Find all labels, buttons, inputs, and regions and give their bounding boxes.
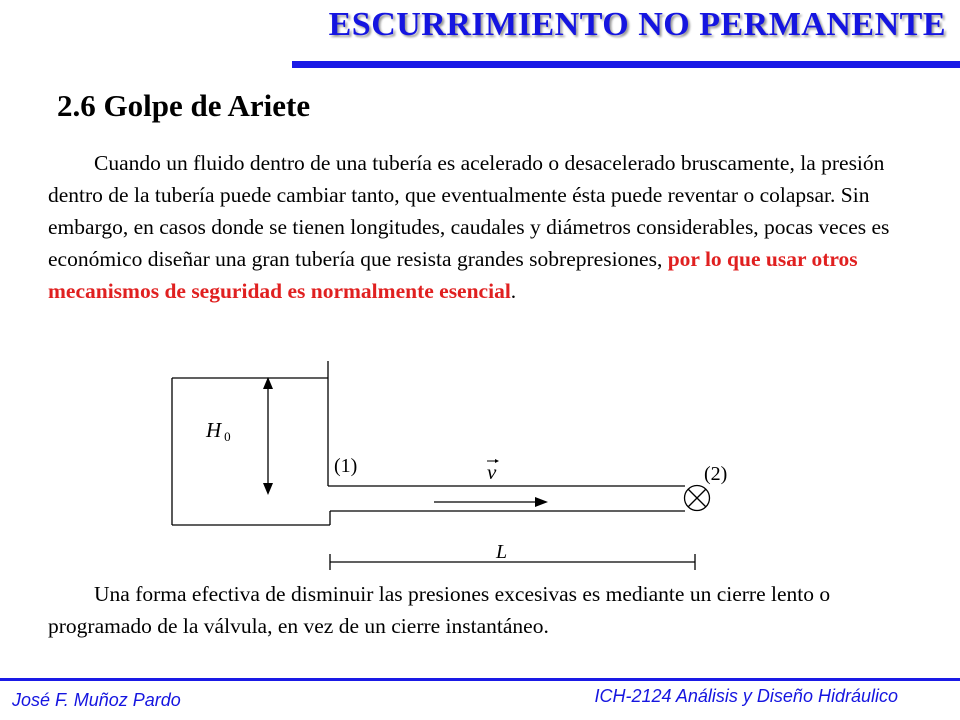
title-underline xyxy=(292,61,960,68)
head-arrow-bottom xyxy=(263,483,273,495)
point-2-label: (2) xyxy=(704,463,728,485)
velocity-label: v xyxy=(487,460,497,484)
head-label: H 0 xyxy=(206,418,231,444)
emphasized-text: por lo que usar otros mecanismos de seguridad es normalmente esencial xyxy=(48,247,858,303)
head-arrow-top xyxy=(263,377,273,389)
intro-text-end: . xyxy=(510,279,517,303)
closing-paragraph: Una forma efectiva de disminuir las presiones excesivas es mediante un cierre lento o programado de la válvula, en vez de un cierre instantáneo. xyxy=(48,582,831,638)
head-subscript: 0 xyxy=(224,429,231,444)
section-heading: 2.6 Golpe de Ariete xyxy=(57,88,311,123)
water-hammer-diagram xyxy=(150,355,770,575)
footer-author: José F. Muñoz Pardo xyxy=(12,690,181,710)
footer-rule xyxy=(0,678,960,681)
point-1-label: (1) xyxy=(334,455,358,477)
length-label: L xyxy=(496,541,508,563)
intro-paragraph xyxy=(48,147,928,307)
flow-arrow-head xyxy=(535,497,548,507)
intro-text: Cuando un fluido dentro de una tubería es acelerado o desacelerado bruscamente, la presión dentro de la tubería puede cambiar tanto, que eventualmente ésta puede reventar o colapsar. Sin embargo, en casos donde se tienen longitudes, caudales y diámetros considerables, pocas veces es económico diseñar una gran tubería que resista grandes sobrepresiones, xyxy=(48,151,890,271)
footer-course: ICH-2124 Análisis y Diseño Hidráulico xyxy=(594,686,898,706)
slide-title: ESCURRIMIENTO NO PERMANENTE xyxy=(328,6,946,43)
